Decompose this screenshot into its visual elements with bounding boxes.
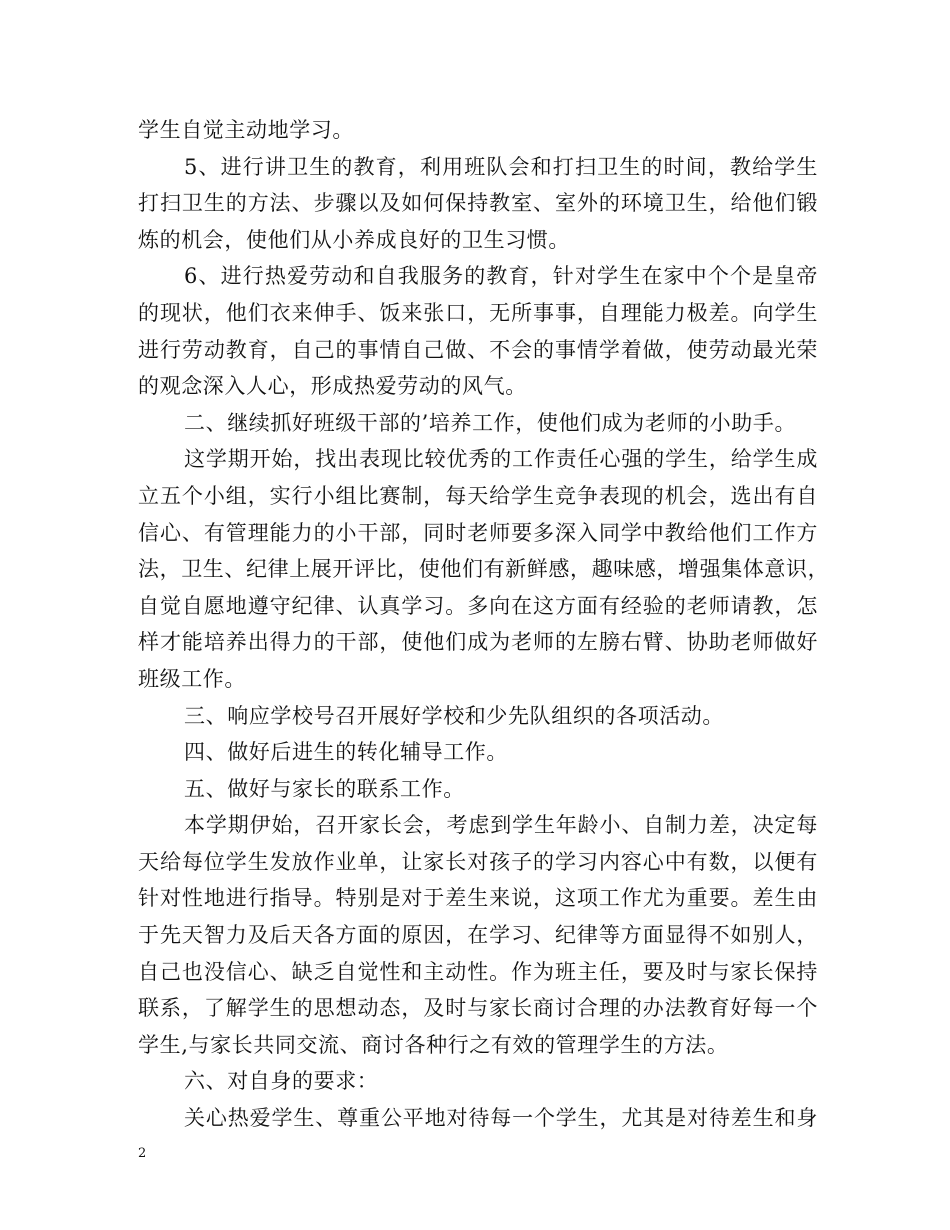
page-number: 2	[138, 1146, 147, 1161]
text-line: 五、做好与家长的联系工作。	[184, 776, 465, 801]
text-line: 的现状，他们衣来伸手、饭来张口，无所事事，自理能力极差。向学生	[138, 300, 818, 325]
text-line: 炼的机会，使他们从小养成良好的卫生习惯。	[138, 227, 570, 252]
text-line: 5、进行讲卫生的教育，利用班队会和打扫卫生的时间，教给学生	[184, 154, 818, 179]
text-line: 针对性地进行指导。特别是对于差生来说，这项工作尤为重要。差生由	[138, 886, 818, 911]
document-body	[138, 112, 830, 1137]
text-line: 信心、有管理能力的小干部，同时老师要多深入同学中教给他们工作方	[138, 520, 818, 545]
text-line: 的观念深入人心，形成热爱劳动的风气。	[138, 374, 527, 399]
text-line: 法，卫生、纪律上展开评比，使他们有新鲜感，趣味感，增强集体意识，	[138, 557, 830, 582]
text-line: 六、对自身的要求：	[184, 1069, 379, 1094]
text-line: 立五个小组，实行小组比赛制，每天给学生竞争表现的机会，选出有自	[138, 483, 818, 508]
text-line: 6、进行热爱劳动和自我服务的教育，针对学生在家中个个是皇帝	[184, 264, 818, 289]
text-line: 关心热爱学生、尊重公平地对待每一个学生，尤其是对待差生和身	[184, 1106, 818, 1131]
text-line: 二、继续抓好班级干部的’培养工作，使他们成为老师的小助手。	[184, 410, 797, 435]
text-line: 联系，了解学生的思想动态，及时与家长商讨合理的办法教育好每一个	[138, 996, 818, 1021]
text-line: 进行劳动教育，自己的事情自己做、不会的事情学着做，使劳动最光荣	[138, 337, 818, 362]
text-line: 学生,与家长共同交流、商讨各种行之有效的管理学生的方法。	[138, 1032, 729, 1057]
text-line: 天给每位学生发放作业单，让家长对孩子的学习内容心中有数，以便有	[138, 849, 818, 874]
text-line: 本学期伊始，召开家长会，考虑到学生年龄小、自制力差，决定每	[184, 813, 818, 838]
text-line: 自己也没信心、缺乏自觉性和主动性。作为班主任，要及时与家长保持	[138, 959, 818, 984]
text-line: 于先天智力及后天各方面的原因，在学习、纪律等方面显得不如别人，	[138, 923, 818, 948]
text-line: 样才能培养出得力的干部，使他们成为老师的左膀右臂、协助老师做好	[138, 630, 818, 655]
text-line: 自觉自愿地遵守纪律、认真学习。多向在这方面有经验的老师请教，怎	[138, 593, 818, 618]
text-line: 打扫卫生的方法、步骤以及如何保持教室、室外的环境卫生，给他们锻	[138, 191, 818, 216]
text-line: 班级工作。	[138, 666, 246, 691]
text-line: 学生自觉主动地学习。	[138, 118, 354, 142]
text-line: 四、做好后进生的转化辅导工作。	[184, 740, 508, 765]
text-line: 三、响应学校号召开展好学校和少先队组织的各项活动。	[184, 703, 724, 728]
text-line: 这学期开始，找出表现比较优秀的工作责任心强的学生，给学生成	[184, 447, 818, 472]
